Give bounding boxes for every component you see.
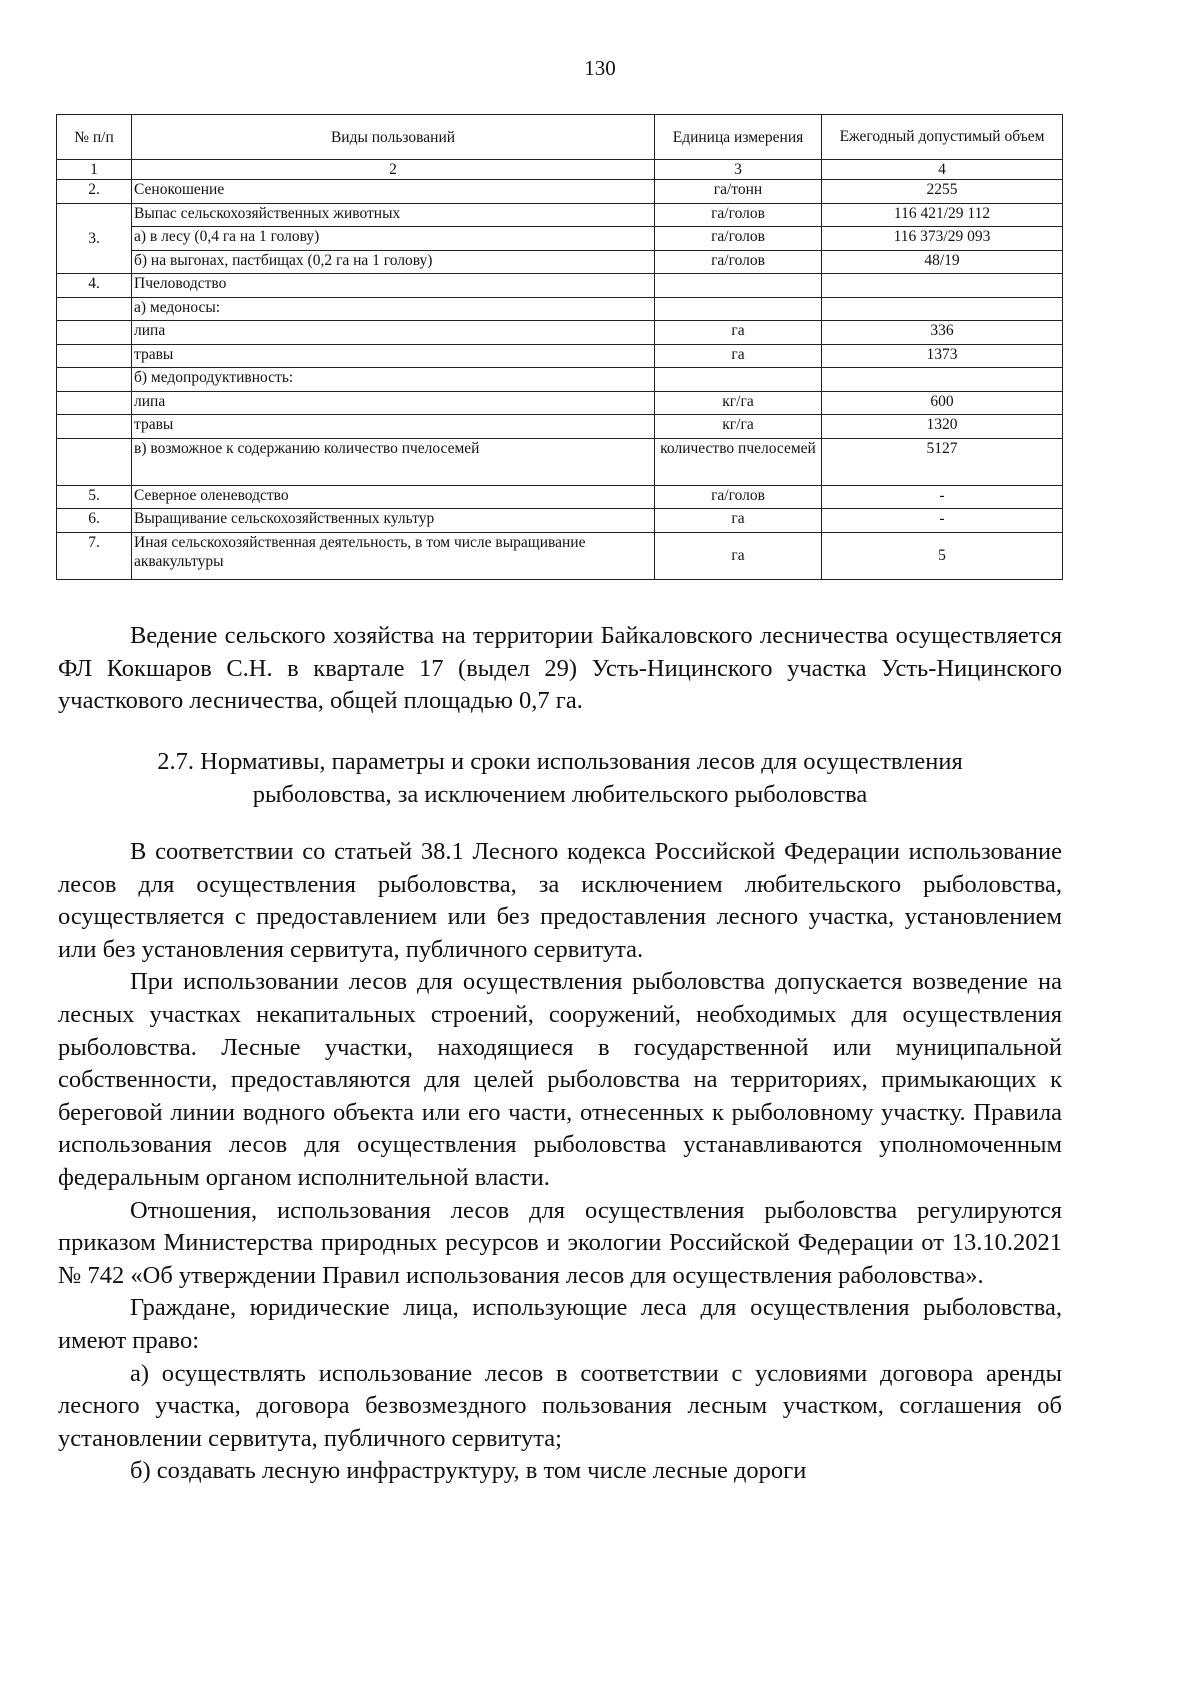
row-usage-name: а) в лесу (0,4 га на 1 голову) <box>132 227 655 251</box>
row-unit: га <box>655 532 822 579</box>
row-number <box>57 368 132 392</box>
section-heading <box>58 746 1062 811</box>
column-index-cell: 4 <box>822 160 1063 180</box>
row-usage-name: б) на выгонах, пастбищах (0,2 га на 1 голову) <box>132 250 655 274</box>
row-unit <box>655 274 822 298</box>
row-unit: га <box>655 321 822 345</box>
row-value <box>822 274 1063 298</box>
row-value: 600 <box>822 391 1063 415</box>
row-unit: га/голов <box>655 485 822 509</box>
row-number <box>57 391 132 415</box>
table-row <box>57 274 1063 298</box>
body-paragraph: Ведение сельского хозяйства на территории Байкаловского лесничества осуществляется ФЛ Кокшаров С.Н. в квартале 17 (выдел 29) Усть-Ницинского участка Усть-Ницинского участкового лесничества, общей площадью 0,7 га. <box>58 622 1062 715</box>
row-unit: га/голов <box>655 250 822 274</box>
row-unit: количество пчелосемей <box>655 438 822 485</box>
table-row <box>57 438 1063 485</box>
body-paragraph: б) создавать лесную инфраструктуру, в том числе лесные дороги <box>130 1457 807 1485</box>
row-value: - <box>822 485 1063 509</box>
column-index-cell: 3 <box>655 160 822 180</box>
column-index-cell: 2 <box>132 160 655 180</box>
table-row <box>57 415 1063 439</box>
fishing-section-body <box>58 836 1062 1488</box>
row-value: 5127 <box>822 438 1063 485</box>
row-usage-name: а) медоносы: <box>132 297 655 321</box>
body-paragraph: В соответствии со статьей 38.1 Лесного кодекса Российской Федерации использование лесов для осуществления рыболовства, за исключением любительского рыболовства, осуществляется с предоставлением или без предоставления лесного участка, установлением или без установления сервитута, публичного сервитута. <box>58 838 1062 963</box>
header-cell-number: № п/п <box>57 115 132 160</box>
table-row <box>57 532 1063 579</box>
body-paragraph: При использовании лесов для осуществления рыболовства допускается возведение на лесных участках некапитальных строений, сооружений, необходимых для осуществления рыболовства. Лесные участки, находящиеся в государственной или муниципальной собственности, предоставляются для целей рыболовства на территориях, примыкающих к береговой линии водного объекта или его части, отнесенных к рыболовному участку. Правила использования лесов для осуществления рыболовства устанавливаются уполномоченным федеральным органом исполнительной власти. <box>58 968 1062 1191</box>
row-usage-name: Северное оленеводство <box>132 485 655 509</box>
row-value <box>822 368 1063 392</box>
table-row <box>57 391 1063 415</box>
row-usage-name: б) медопродуктивность: <box>132 368 655 392</box>
forest-usage-table <box>56 114 1063 580</box>
header-cell-annual-volume: Ежегодный допустимый объем <box>822 115 1063 160</box>
row-usage-name: Выращивание сельскохозяйственных культур <box>132 509 655 533</box>
section-heading-line: рыболовства, за исключением любительского рыболовства <box>252 780 868 808</box>
section-heading-line: 2.7. Нормативы, параметры и сроки использования лесов для осуществления <box>157 748 963 775</box>
row-number <box>57 321 132 345</box>
row-usage-name: травы <box>132 344 655 368</box>
body-paragraph: Граждане, юридические лица, использующие леса для осуществления рыболовства, имеют право: <box>58 1294 1062 1354</box>
row-usage-name: Иная сельскохозяйственная деятельность, в том числе выращивание аквакультуры <box>132 532 655 579</box>
row-number: 5. <box>57 485 132 509</box>
row-number: 7. <box>57 532 132 579</box>
column-index-row <box>57 160 1063 180</box>
row-number: 3. <box>57 203 132 274</box>
body-paragraph: Отношения, использования лесов для осуществления рыболовства регулируются приказом Министерства природных ресурсов и экологии Российской Федерации от 13.10.2021 № 742 «Об утверждении Правил использования лесов для осуществления раболовства». <box>58 1196 1062 1289</box>
table-row <box>57 321 1063 345</box>
row-usage-name: липа <box>132 321 655 345</box>
row-usage-name: Сенокошение <box>132 180 655 204</box>
row-value: 1373 <box>822 344 1063 368</box>
row-value: 336 <box>822 321 1063 345</box>
table-row <box>57 509 1063 533</box>
row-unit: га/голов <box>655 227 822 251</box>
row-value: 48/19 <box>822 250 1063 274</box>
row-usage-name: Выпас сельскохозяйственных животных <box>132 203 655 227</box>
table-header-row <box>57 115 1063 160</box>
table-row <box>57 203 1063 227</box>
row-unit: кг/га <box>655 415 822 439</box>
row-usage-name: в) возможное к содержанию количество пчелосемей <box>132 438 655 485</box>
table-row <box>57 250 1063 274</box>
row-unit <box>655 297 822 321</box>
column-index-cell: 1 <box>57 160 132 180</box>
row-value: - <box>822 509 1063 533</box>
agriculture-paragraph-block <box>58 620 1062 718</box>
row-number <box>57 297 132 321</box>
row-value <box>822 297 1063 321</box>
page-number: 130 <box>584 56 616 80</box>
table-row <box>57 344 1063 368</box>
row-value: 116 421/29 112 <box>822 203 1063 227</box>
table-row <box>57 368 1063 392</box>
row-usage-name: травы <box>132 415 655 439</box>
row-value: 2255 <box>822 180 1063 204</box>
row-number <box>57 438 132 485</box>
row-unit: кг/га <box>655 391 822 415</box>
row-unit: га <box>655 509 822 533</box>
row-value: 1320 <box>822 415 1063 439</box>
row-value: 116 373/29 093 <box>822 227 1063 251</box>
header-cell-usage-type: Виды пользований <box>132 115 655 160</box>
row-number: 6. <box>57 509 132 533</box>
row-unit: га/тонн <box>655 180 822 204</box>
row-usage-name: липа <box>132 391 655 415</box>
row-number <box>57 344 132 368</box>
table-row <box>57 180 1063 204</box>
body-paragraph: а) осуществлять использование лесов в соответствии с условиями договора аренды лесного участка, договора безвозмездного пользования лесным участком, соглашения об установлении сервитута, публичного сервитута; <box>58 1359 1062 1452</box>
row-usage-name: Пчеловодство <box>132 274 655 298</box>
row-number <box>57 415 132 439</box>
row-number: 2. <box>57 180 132 204</box>
table-row <box>57 227 1063 251</box>
row-value: 5 <box>822 532 1063 579</box>
row-number: 4. <box>57 274 132 298</box>
row-unit: га <box>655 344 822 368</box>
table-row <box>57 485 1063 509</box>
row-unit <box>655 368 822 392</box>
header-cell-unit: Единица измерения <box>655 115 822 160</box>
table-row <box>57 297 1063 321</box>
row-unit: га/голов <box>655 203 822 227</box>
